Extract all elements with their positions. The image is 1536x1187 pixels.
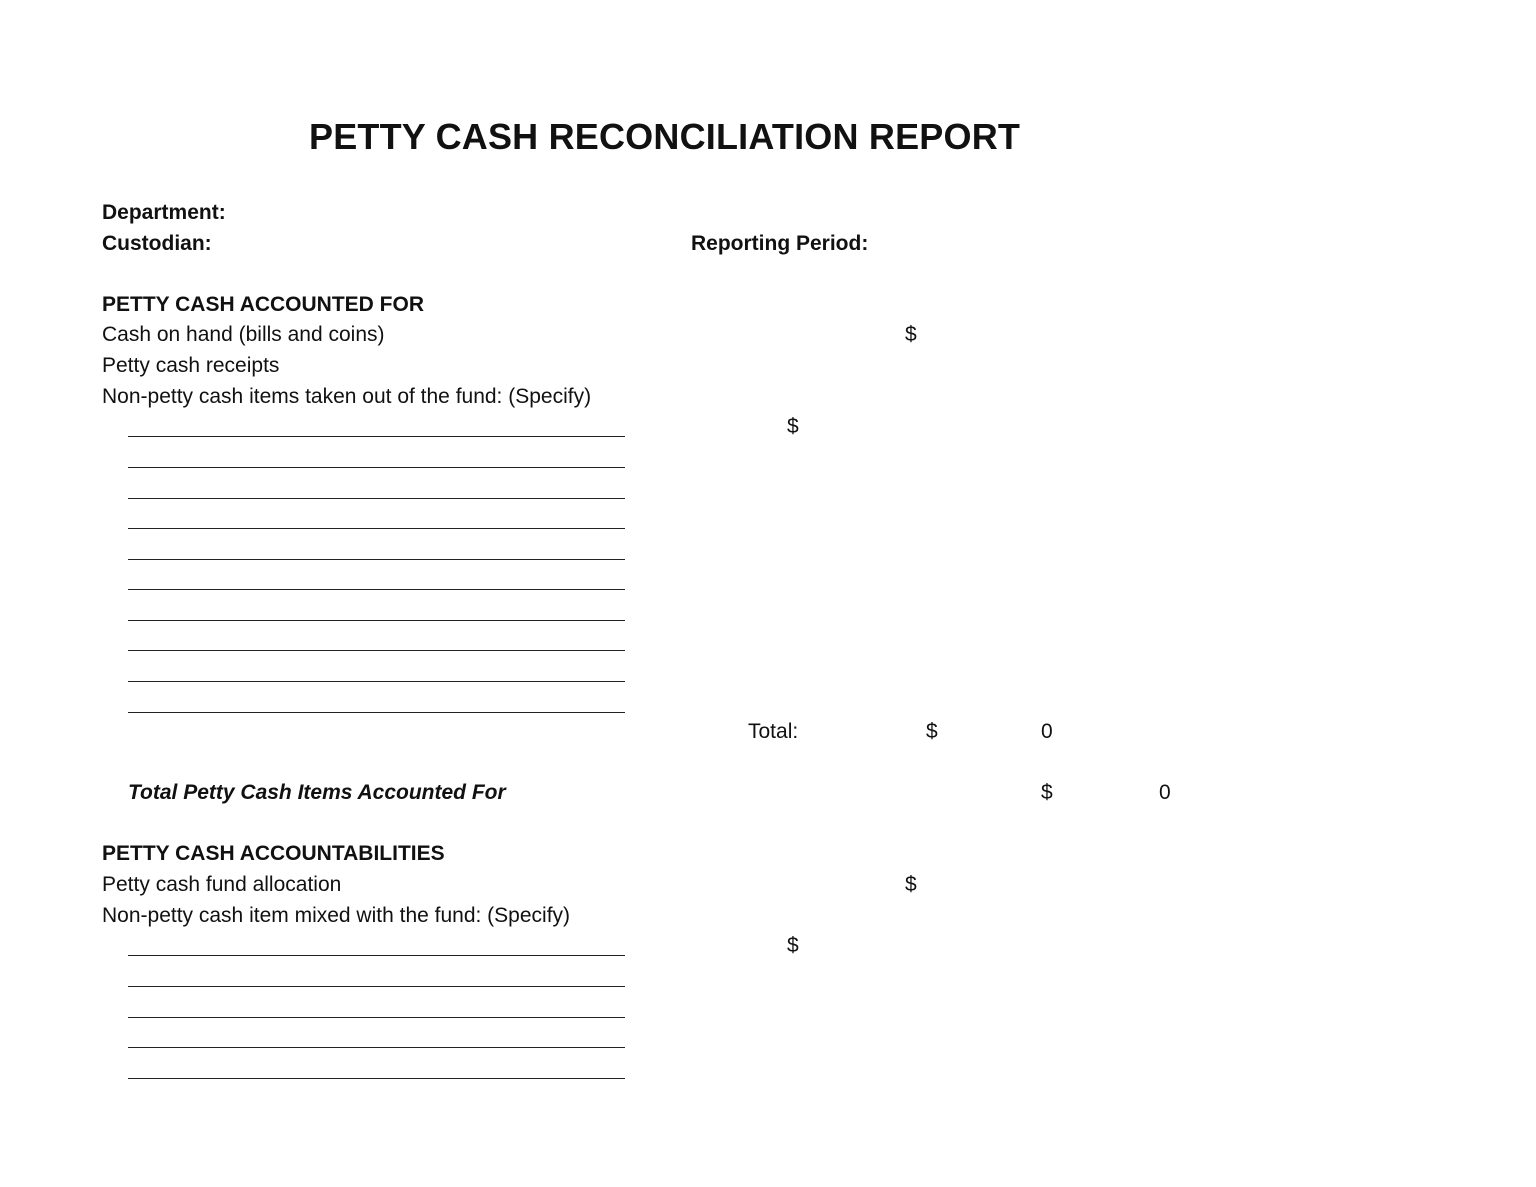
blank-line[interactable] — [128, 712, 625, 713]
blank-line[interactable] — [128, 986, 625, 987]
blank-line[interactable] — [128, 650, 625, 651]
total-currency: $ — [926, 720, 938, 743]
total-accounted-label: Total Petty Cash Items Accounted For — [128, 781, 506, 804]
blank-line[interactable] — [128, 436, 625, 437]
receipts-label: Petty cash receipts — [102, 354, 280, 377]
page-title: PETTY CASH RECONCILIATION REPORT — [309, 116, 1021, 157]
blank-line[interactable] — [128, 528, 625, 529]
fund-allocation-label: Petty cash fund allocation — [102, 873, 342, 896]
department-label: Department: — [102, 201, 226, 224]
non-petty-taken-label: Non-petty cash items taken out of the fund: (Specify) — [102, 385, 592, 408]
blank-line[interactable] — [128, 1047, 625, 1048]
blank-line[interactable] — [128, 498, 625, 499]
total-value: 0 — [1041, 720, 1053, 743]
blank-line[interactable] — [128, 955, 625, 956]
blank-line[interactable] — [128, 1017, 625, 1018]
fund-allocation-currency: $ — [905, 873, 917, 896]
accountabilities-heading: PETTY CASH ACCOUNTABILITIES — [102, 842, 445, 865]
non-petty-taken-currency: $ — [787, 415, 799, 438]
blank-line[interactable] — [128, 1078, 625, 1079]
blank-line[interactable] — [128, 467, 625, 468]
blank-line[interactable] — [128, 681, 625, 682]
total-accounted-value: 0 — [1159, 781, 1171, 804]
non-petty-mixed-label: Non-petty cash item mixed with the fund: (Specify) — [102, 904, 571, 927]
reporting-period-label: Reporting Period: — [691, 232, 869, 255]
blank-line[interactable] — [128, 559, 625, 560]
total-accounted-currency: $ — [1041, 781, 1053, 804]
total-label: Total: — [748, 720, 799, 743]
non-petty-mixed-currency: $ — [787, 934, 799, 957]
cash-on-hand-currency: $ — [905, 323, 917, 346]
cash-on-hand-label: Cash on hand (bills and coins) — [102, 323, 385, 346]
accounted-for-heading: PETTY CASH ACCOUNTED FOR — [102, 293, 425, 316]
custodian-label: Custodian: — [102, 232, 212, 255]
blank-line[interactable] — [128, 620, 625, 621]
blank-line[interactable] — [128, 589, 625, 590]
